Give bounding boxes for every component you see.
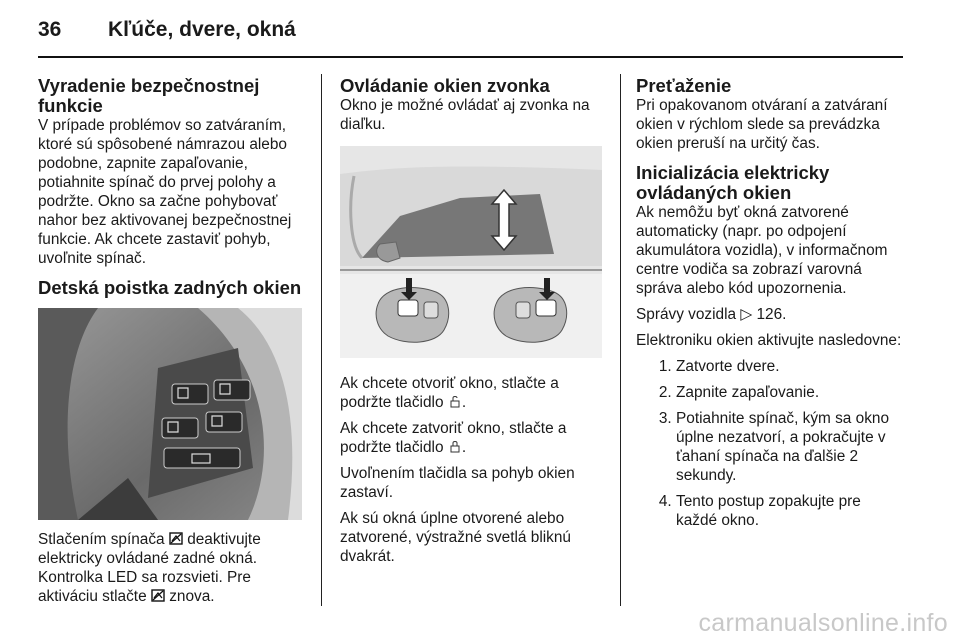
remote-key-window-image: [340, 146, 602, 358]
chapter-title: Kľúče, dvere, okná: [108, 18, 296, 41]
heading-child-lock: Detská poistka zadných okien: [38, 277, 302, 298]
heading-safety-override: Vyradenie bezpečnostnej funkcie: [38, 75, 260, 116]
page-reference-icon: ▷: [740, 306, 753, 323]
list-item: 3. Potiahnite spínač, kým sa okno úplne nezatvorí, a pokračujte v ťahaní spínača na ďalšie 2 sekundy.: [676, 409, 906, 485]
close-window-text: Ak chcete zatvoriť okno, stlačte a podržte tlačidlo .: [340, 420, 567, 456]
unlock-icon: [448, 395, 462, 408]
release-text: Uvoľnením tlačidla sa pohyb okien zastaví.: [340, 465, 575, 501]
overload-text: Pri opakovanom otváraní a zatváraní okien v rýchlom slede sa prevádzka okien preruší na určitý čas.: [636, 97, 888, 152]
page-number: 36: [38, 18, 62, 41]
lock-icon: [448, 440, 462, 453]
list-item: 1. Zatvorte dvere.: [676, 357, 906, 376]
vehicle-messages-ref: Správy vozidla ▷ 126.: [636, 306, 787, 323]
initialization-text: Ak nemôžu byť okná zatvorené automaticky (napr. po odpojení akumulátora vozidla), v informačnom centre vodiča sa zobrazí varovná správa alebo kód upozornenia.: [636, 204, 888, 297]
heading-remote-windows: Ovládanie okien zvonka: [340, 75, 550, 96]
warning-flash-text: Ak sú okná úplne otvorené alebo zatvorené, výstražné svetlá bliknú dvakrát.: [340, 510, 571, 565]
heading-initialization: Inicializácia elektricky ovládaných okien: [636, 162, 830, 203]
activation-intro: Elektroniku okien aktivujte nasledovne:: [636, 332, 902, 349]
safety-override-text: V prípade problémov so zatváraním, ktoré sú spôsobené námrazou alebo podobne, zapnite zapaľovanie, potiahnite spínač do prvej polohy a podržte. Okno sa začne pohybovať nahor bez aktivovanej bezpečnostnej funkcie. Ak chcete zastaviť pohyb, uvoľnite spínač.: [38, 117, 292, 267]
remote-windows-text: Okno je možné ovládať aj zvonka na diaľku.: [340, 97, 590, 133]
column-divider: [321, 74, 322, 606]
open-window-text: Ak chcete otvoriť okno, stlačte a podržte tlačidlo .: [340, 375, 559, 411]
header-rule: [38, 56, 903, 58]
activation-steps: [636, 357, 906, 530]
column-1: [38, 76, 306, 613]
window-switch-panel-image: [38, 308, 302, 520]
child-lock-text: Stlačením spínača deaktivujte elektricky ovládané zadné okná. Kontrolka LED sa rozsvieti. Pre aktiváciu stlačte znova.: [38, 531, 261, 605]
window-switch-buttons: [162, 380, 250, 468]
column-divider: [620, 74, 621, 606]
watermark: carmanualsonline.info: [698, 609, 948, 637]
column-2: [340, 76, 606, 573]
list-item: 2. Zapnite zapaľovanie.: [676, 383, 906, 402]
heading-overload: Preťaženie: [636, 75, 732, 96]
list-item: 4. Tento postup zopakujte pre každé okno.: [676, 492, 906, 530]
child-lock-switch-icon: [169, 532, 183, 545]
child-lock-switch-icon: [151, 589, 165, 602]
column-3: [636, 76, 906, 537]
